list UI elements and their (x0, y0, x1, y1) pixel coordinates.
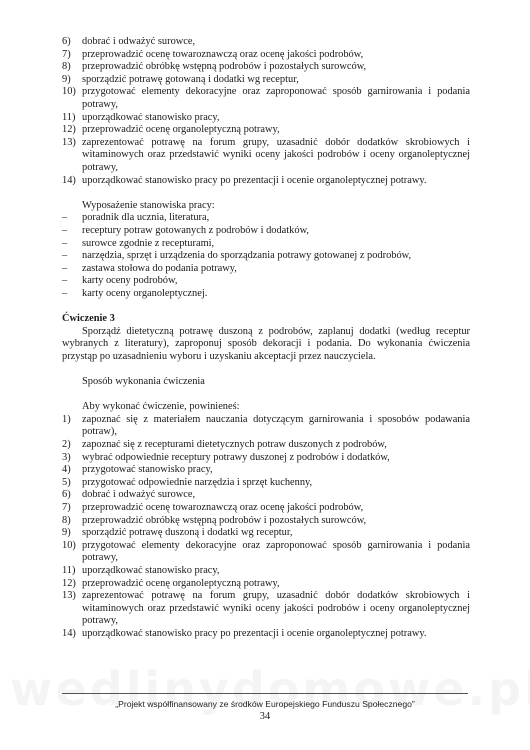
equipment-item (62, 288, 470, 301)
list-item-number: 8) (62, 514, 71, 526)
list-item-text: zapoznać się z materiałem nauczania dotyczącym garnirowania i sposobów podawania potraw), (82, 413, 470, 438)
list-item-text: przeprowadzić ocenę organoleptyczną potrawy, (82, 577, 280, 589)
list-item (62, 124, 470, 137)
list-item-number: 14) (62, 627, 76, 639)
list-item-number: 6) (62, 36, 71, 47)
list-item-number: 10) (62, 86, 76, 98)
list-item (62, 49, 470, 62)
list-item-number: 8) (62, 61, 71, 73)
list-item (62, 489, 470, 502)
list-item-number: 14) (62, 174, 76, 186)
equipment-item-text: receptury potraw gotowanych z podrobów i dodatków, (82, 224, 309, 236)
list-item-number: 3) (62, 451, 71, 463)
list-item-text: dobrać i odważyć surowce, (82, 36, 196, 47)
exercise-heading: Ćwiczenie 3 (62, 313, 115, 325)
numbered-list-first (62, 36, 470, 187)
list-item-number: 2) (62, 439, 71, 450)
list-item (62, 540, 470, 565)
list-item (62, 565, 470, 578)
equipment-title: Wyposażenie stanowiska pracy: (82, 199, 215, 211)
list-item-text: uporządkować stanowisko pracy po prezentacji i ocenie organoleptycznej potrawy. (82, 627, 427, 639)
list-item-text: zaprezentować potrawę na forum grupy, uzasadnić dobór dodatków skrobiowych i witaminowych oraz przedstawić wyniki oceny jakości podrobów i oceny organoleptycznej potrawy, (82, 136, 470, 173)
list-item-text: przeprowadzić obróbkę wstępną podrobów i pozostałych surowców, (82, 514, 367, 526)
equipment-item-text: surowce zgodnie z recepturami, (82, 237, 215, 249)
list-item (62, 452, 470, 465)
method-title: Sposób wykonania ćwiczenia (82, 376, 205, 388)
list-item (62, 36, 470, 49)
list-item-text: przygotować odpowiednie narzędzia i sprzęt kuchenny, (82, 476, 313, 488)
list-item-text: zaprezentować potrawę na forum grupy, uzasadnić dobór dodatków skrobiowych i witaminowych oraz przedstawić wyniki oceny jakości podrobów i oceny organoleptycznej potrawy, (82, 590, 470, 627)
list-item-text: sporządzić potrawę duszoną i dodatki wg receptur, (82, 527, 293, 539)
list-item-number: 9) (62, 73, 71, 85)
list-item (62, 628, 470, 641)
exercise-description: Sporządź dietetyczną potrawę duszoną z podrobów, zaplanuj dodatki (według receptur wybranych z literatury), zaproponuj sposób dekoracji i podania. Do wykonania ćwiczenia przystąp po uzasadnieniu wyboru i uzyskaniu akceptacji przez nauczyciela. (62, 325, 470, 362)
list-item (62, 464, 470, 477)
dash-bullet: – (62, 212, 68, 224)
dash-bullet: – (62, 224, 68, 236)
dash-bullet: – (62, 237, 68, 249)
list-item (62, 515, 470, 528)
list-item-number: 13) (62, 590, 76, 602)
list-item-text: wybrać odpowiednie receptury potrawy duszonej z podrobów i dodatków, (82, 451, 390, 463)
list-item-text: uporządkować stanowisko pracy, (82, 564, 220, 576)
list-item-number: 6) (62, 489, 71, 501)
list-item (62, 175, 470, 188)
list-item-text: sporządzić potrawę gotowaną i dodatki wg receptur, (82, 73, 299, 85)
list-item (62, 439, 470, 452)
list-item-text: przeprowadzić ocenę towaroznawczą oraz ocenę jakości podrobów, (82, 501, 364, 513)
list-item (62, 527, 470, 540)
list-item-number: 4) (62, 464, 71, 476)
footer-divider (62, 693, 468, 694)
equipment-item-text: zastawa stołowa do podania potrawy, (82, 262, 237, 274)
list-item-number: 13) (62, 136, 76, 148)
list-item-number: 7) (62, 48, 71, 60)
equipment-list (62, 212, 470, 300)
list-item-text: przeprowadzić obróbkę wstępną podrobów i pozostałych surowców, (82, 61, 367, 73)
list-item-text: przygotować stanowisko pracy, (82, 464, 213, 476)
list-item-text: przeprowadzić ocenę organoleptyczną potrawy, (82, 124, 280, 136)
list-item-number: 10) (62, 539, 76, 551)
list-item (62, 61, 470, 74)
list-item-text: zapoznać się z recepturami dietetycznych potraw duszonych z podrobów, (82, 439, 387, 450)
list-item-text: przygotować elementy dekoracyjne oraz zaproponować sposób garnirowania i podania potrawy, (82, 539, 470, 564)
list-item-text: uporządkować stanowisko pracy po prezentacji i ocenie organoleptycznej potrawy. (82, 174, 427, 186)
list-item-number: 5) (62, 476, 71, 488)
footer-text: „Projekt współfinansowany ze środków Europejskiego Funduszu Społecznego” (115, 699, 415, 709)
equipment-item-text: karty oceny podrobów, (82, 275, 178, 287)
page-content (62, 36, 470, 641)
list-item-number: 12) (62, 577, 76, 589)
list-item (62, 414, 470, 439)
equipment-item-text: narzędzia, sprzęt i urządzenia do sporządzania potrawy gotowanej z podrobów, (82, 250, 412, 262)
list-item (62, 502, 470, 515)
list-item-number: 1) (62, 413, 71, 425)
list-item (62, 112, 470, 125)
page-number: 34 (259, 711, 271, 722)
equipment-item (62, 225, 470, 238)
list-item (62, 578, 470, 591)
equipment-item-text: poradnik dla ucznia, literatura, (82, 212, 210, 224)
list-item-text: uporządkować stanowisko pracy, (82, 111, 220, 123)
dash-bullet: – (62, 262, 68, 274)
list-item (62, 477, 470, 490)
equipment-item (62, 263, 470, 276)
equipment-item (62, 250, 470, 263)
equipment-item-text: karty oceny organoleptycznej. (82, 287, 208, 299)
list-item-number: 9) (62, 527, 71, 539)
numbered-list-second (62, 414, 470, 641)
equipment-item (62, 212, 470, 225)
dash-bullet: – (62, 250, 68, 262)
equipment-item (62, 238, 470, 251)
list-item-text: przeprowadzić ocenę towaroznawczą oraz ocenę jakości podrobów, (82, 48, 364, 60)
list-item-number: 7) (62, 501, 71, 513)
list-item-text: przygotować elementy dekoracyjne oraz zaproponować sposób garnirowania i podania potrawy, (82, 86, 470, 110)
method-intro: Aby wykonać ćwiczenie, powinieneś: (82, 401, 240, 413)
list-item (62, 590, 470, 628)
list-item-text: dobrać i odważyć surowce, (82, 489, 196, 501)
dash-bullet: – (62, 275, 68, 287)
list-item-number: 11) (62, 111, 76, 123)
dash-bullet: – (62, 287, 68, 299)
list-item (62, 74, 470, 87)
list-item (62, 86, 470, 111)
list-item (62, 137, 470, 175)
list-item-number: 11) (62, 564, 76, 576)
list-item-number: 12) (62, 124, 76, 136)
equipment-item (62, 275, 470, 288)
